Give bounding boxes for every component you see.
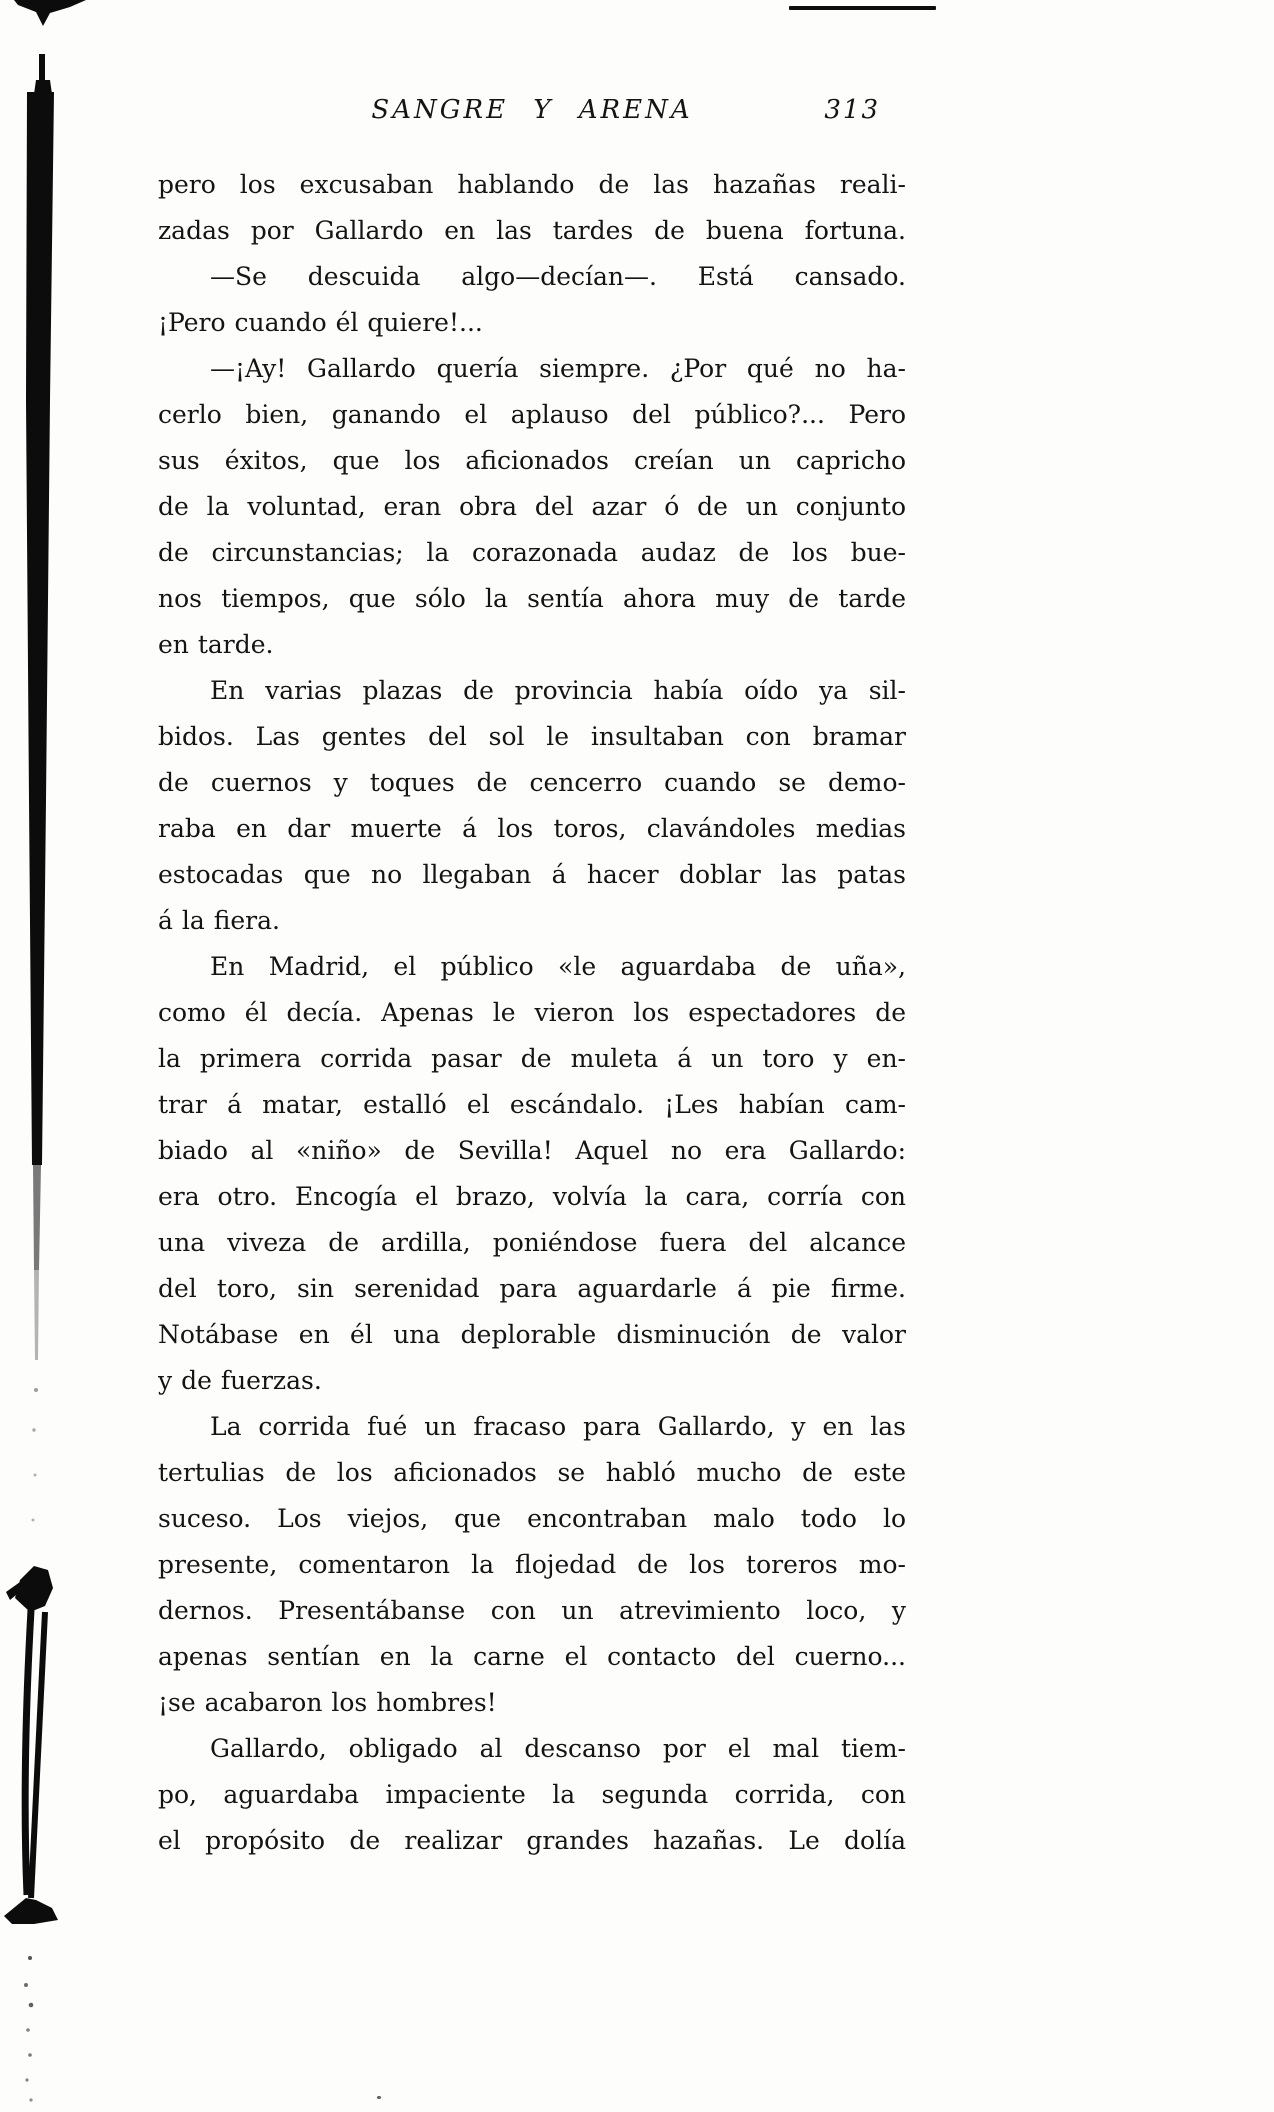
text-line: una viveza de ardilla, poniéndose fuera del alcance [158,1228,906,1257]
speckle [25,2078,28,2081]
text-line: En Madrid, el público «le aguardaba de uña», [210,952,906,981]
binding-streak [26,92,54,1165]
text-line: de circunstancias; la corazonada audaz de los bue- [158,538,906,567]
text-line: estocadas que no llegaban á hacer doblar las patas [158,860,906,889]
text-line: del toro, sin serenidad para aguardarle á pie firme. [158,1274,906,1303]
text-line: bidos. Las gentes del sol le insultaban con bramar [158,722,906,751]
top-right-rule [789,6,936,10]
binding-mark-top [14,0,86,26]
text-block [158,92,906,1864]
text-line: Notábase en él una deplorable disminución de valor [158,1320,906,1349]
running-title: SANGRE Y ARENA [371,95,693,125]
binding-streak-fade-2 [34,1270,39,1360]
text-line: de cuernos y toques de cencerro cuando se demo- [158,768,906,797]
text-line: biado al «niño» de Sevilla! Aquel no era Gallardo: [158,1136,906,1165]
page-body [158,162,906,1864]
speckle [29,2098,32,2101]
text-line: ¡se acabaron los hombres! [158,1688,497,1717]
text-line: trar á matar, estalló el escándalo. ¡Les habían cam- [158,1090,906,1119]
text-line: nos tiempos, que sólo la sentía ahora muy de tarde [158,584,906,613]
speckle [28,1956,32,1960]
text-line: —Se descuida algo—decían—. Está cansado. [210,262,906,291]
speckle [24,1983,28,1987]
text-line: sus éxitos, que los aficionados creían un capricho [158,446,906,475]
speckle [32,1428,35,1431]
text-line: la primera corrida pasar de muleta á un toro y en- [158,1044,906,1073]
tassel-foot [4,1898,58,1924]
text-line: y de fuerzas. [158,1366,322,1395]
tassel-strand-left [25,1610,31,1895]
speckle [29,2003,34,2008]
binding-artifacts [0,0,160,2112]
binding-streak-fade-1 [33,1165,41,1270]
text-line: dernos. Presentábanse con un atrevimiento loco, y [158,1596,906,1625]
binding-stem [39,54,45,84]
text-line: —¡Ay! Gallardo quería siempre. ¿Por qué no ha- [210,354,906,383]
text-line: La corrida fué un fracaso para Gallardo, y en las [210,1412,906,1441]
text-line: el propósito de realizar grandes hazañas. Le dolía [158,1826,906,1855]
text-line: suceso. Los viejos, que encontraban malo todo lo [158,1504,906,1533]
speckle [28,2053,32,2057]
stray-dot [377,2096,381,2099]
text-line: era otro. Encogía el brazo, volvía la cara, corría con [158,1182,906,1211]
text-line: pero los excusaban hablando de las hazañas reali- [158,170,906,199]
text-line: zadas por Gallardo en las tardes de buena fortuna. [158,216,906,245]
text-line: de la voluntad, eran obra del azar ó de un conjunto [158,492,906,521]
binding-stem-cap [34,80,52,94]
text-line: á la fiera. [158,906,280,935]
page-number: 313 [824,95,880,125]
speckle [32,1519,35,1522]
text-line: tertulias de los aficionados se habló mucho de este [158,1458,906,1487]
text-line: cerlo bien, ganando el aplauso del público?... Pero [158,400,906,429]
text-line: ¡Pero cuando él quiere!... [158,308,483,337]
text-line: apenas sentían en la carne el contacto del cuerno... [158,1642,906,1671]
page-header [158,92,906,128]
text-line: po, aguardaba impaciente la segunda corrida, con [158,1780,906,1809]
text-line: presente, comentaron la flojedad de los toreros mo- [158,1550,906,1579]
speckle [34,1388,38,1392]
text-line: En varias plazas de provincia había oído ya sil- [210,676,906,705]
text-line: Gallardo, obligado al descanso por el mal tiem- [210,1734,906,1763]
speckle [26,2028,30,2032]
text-line: raba en dar muerte á los toros, clavándoles medias [158,814,906,843]
text-line: como él decía. Apenas le vieron los espectadores de [158,998,906,1027]
text-line: en tarde. [158,630,274,659]
speckle [34,1474,37,1477]
tassel-strand-right [31,1612,45,1898]
